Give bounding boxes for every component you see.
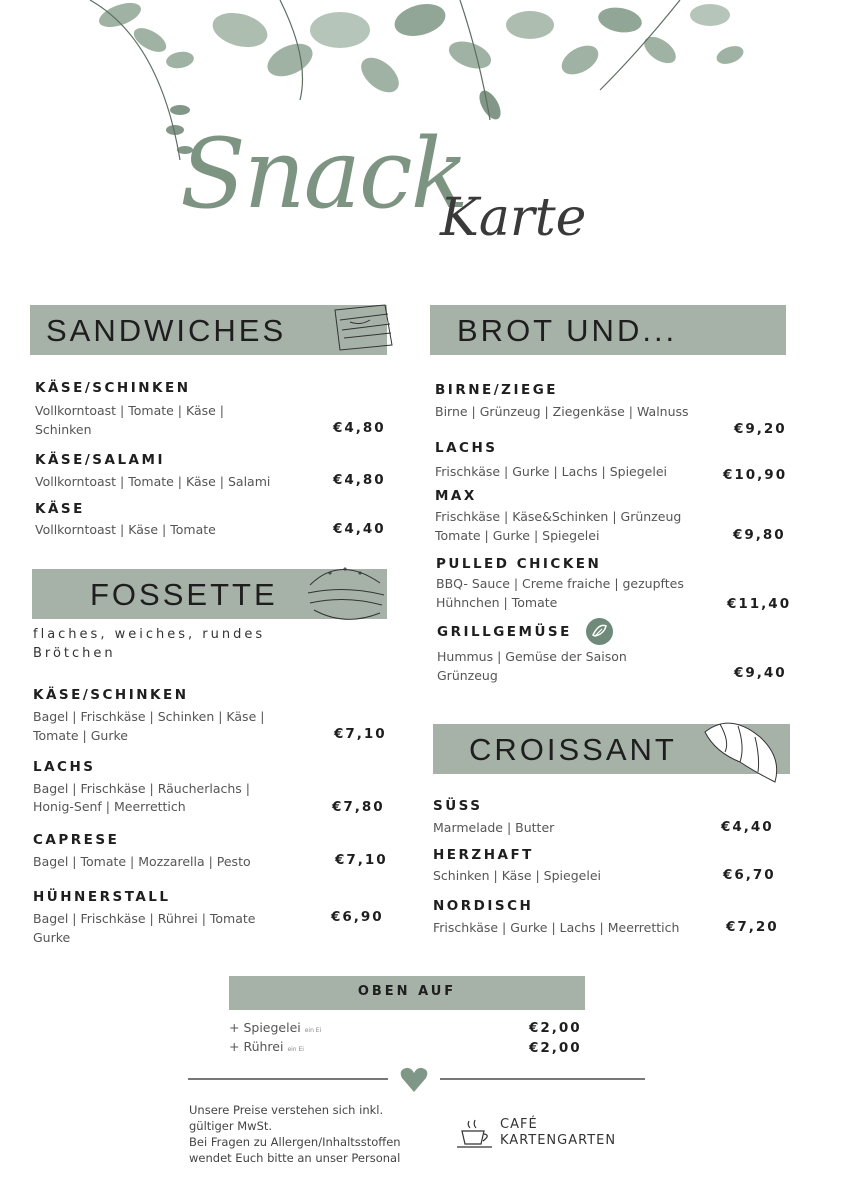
- item-price: €2,00: [529, 1040, 582, 1056]
- section-title: OBEN AUF: [357, 984, 457, 999]
- item-desc: Vollkorntoast | Tomate | Käse |: [35, 403, 225, 418]
- croissant-icon: [700, 712, 785, 790]
- item-desc: Tomate | Gurke | Spiegelei: [435, 528, 600, 543]
- item-name: PULLED CHICKEN: [436, 556, 602, 572]
- item-desc: Bagel | Frischkäse | Schinken | Käse |: [33, 709, 265, 724]
- coffee-cup-icon: [454, 1117, 496, 1151]
- item-price: €7,10: [335, 852, 388, 868]
- item-name: LACHS: [33, 759, 96, 775]
- item-name: SÜSS: [433, 798, 483, 814]
- item-desc: Honig-Senf | Meerrettich: [33, 799, 186, 814]
- footer-note: gültiger MwSt.: [189, 1119, 273, 1133]
- item-name: BIRNE/ZIEGE: [435, 382, 558, 398]
- item-desc: Vollkorntoast | Tomate | Käse | Salami: [35, 474, 271, 489]
- item-desc: Bagel | Frischkäse | Räucherlachs |: [33, 781, 250, 796]
- item-price: €9,80: [733, 527, 786, 543]
- veggie-leaf-icon: [585, 617, 614, 646]
- item-price: €6,90: [331, 909, 384, 925]
- section-header-brot: [430, 305, 786, 355]
- section-title: CROISSANT: [469, 732, 677, 767]
- item-desc: Birne | Grünzeug | Ziegenkäse | Walnuss: [435, 404, 689, 419]
- item-price: €7,10: [334, 726, 387, 742]
- item-desc: Gurke: [33, 930, 71, 945]
- item-name: HERZHAFT: [433, 847, 534, 863]
- section-header-oben-auf: [229, 976, 585, 1010]
- fossette-subtitle: Brötchen: [33, 646, 116, 661]
- sandwich-icon: [330, 300, 400, 355]
- item-name: KÄSE/SCHINKEN: [35, 380, 191, 396]
- item-price: €9,20: [734, 421, 787, 437]
- item-price: €7,80: [332, 799, 385, 815]
- item-desc: Frischkäse | Gurke | Lachs | Meerrettich: [433, 920, 680, 935]
- item-price: €2,00: [529, 1020, 582, 1036]
- brand-name: CAFÉ: [500, 1117, 538, 1132]
- heart-icon: [400, 1066, 428, 1093]
- item-name: KÄSE/SCHINKEN: [33, 687, 189, 703]
- item-desc: Bagel | Frischkäse | Rührei | Tomate: [33, 911, 256, 926]
- menu-title-main: Snack: [180, 118, 467, 230]
- item-name: GRILLGEMÜSE: [437, 624, 572, 640]
- item-price: €4,80: [333, 420, 386, 436]
- section-title: FOSSETTE: [90, 577, 278, 612]
- divider-line: [188, 1078, 388, 1080]
- item-desc: Frischkäse | Gurke | Lachs | Spiegelei: [435, 464, 668, 479]
- item-price: €11,40: [727, 596, 792, 612]
- item-name: MAX: [435, 488, 477, 504]
- footer-note: Unsere Preise verstehen sich inkl.: [189, 1103, 384, 1117]
- item-desc: Schinken | Käse | Spiegelei: [433, 868, 601, 883]
- item-name: CAPRESE: [33, 832, 120, 848]
- footer-note: Bei Fragen zu Allergen/Inhaltsstoffen: [189, 1135, 401, 1149]
- item-desc: Hummus | Gemüse der Saison: [437, 649, 627, 664]
- item-desc: Grünzeug: [437, 668, 498, 683]
- item-price: €4,40: [333, 521, 386, 537]
- item-name: KÄSE/SALAMI: [35, 452, 165, 468]
- extra-item: [229, 1020, 321, 1035]
- item-price: €6,70: [723, 867, 776, 883]
- item-name: KÄSE: [35, 501, 85, 517]
- extra-label: + Rührei: [229, 1039, 284, 1054]
- item-price: €4,40: [721, 819, 774, 835]
- extra-note: ein Ei: [287, 1046, 304, 1053]
- item-name: HÜHNERSTALL: [33, 889, 171, 905]
- item-desc: Tomate | Gurke: [33, 728, 128, 743]
- item-price: €10,90: [723, 467, 788, 483]
- extra-note: ein Ei: [304, 1027, 322, 1034]
- extra-label: + Spiegelei: [229, 1020, 301, 1035]
- item-name: NORDISCH: [433, 898, 534, 914]
- item-name: LACHS: [435, 440, 498, 456]
- divider-line: [440, 1078, 645, 1080]
- item-price: €9,40: [734, 665, 787, 681]
- bagel-sandwich-icon: [300, 555, 390, 630]
- item-desc: Schinken: [35, 422, 92, 437]
- item-desc: BBQ- Sauce | Creme fraiche | gezupftes: [436, 576, 684, 591]
- item-price: €4,80: [333, 472, 386, 488]
- item-desc: Marmelade | Butter: [433, 820, 555, 835]
- extra-item: [229, 1039, 304, 1054]
- brand-name: KARTENGARTEN: [500, 1133, 617, 1148]
- item-desc: Frischkäse | Käse&Schinken | Grünzeug: [435, 509, 682, 524]
- item-desc: Bagel | Tomate | Mozzarella | Pesto: [33, 854, 251, 869]
- item-desc: Hühnchen | Tomate: [436, 595, 558, 610]
- footer-note: wendet Euch bitte an unser Personal: [189, 1151, 401, 1165]
- item-price: €7,20: [726, 919, 779, 935]
- section-title: BROT UND...: [457, 313, 678, 348]
- menu-title-sub: Karte: [440, 188, 587, 248]
- section-title: SANDWICHES: [46, 313, 287, 348]
- fossette-subtitle: flaches, weiches, rundes: [33, 627, 266, 642]
- item-desc: Vollkorntoast | Käse | Tomate: [35, 522, 216, 537]
